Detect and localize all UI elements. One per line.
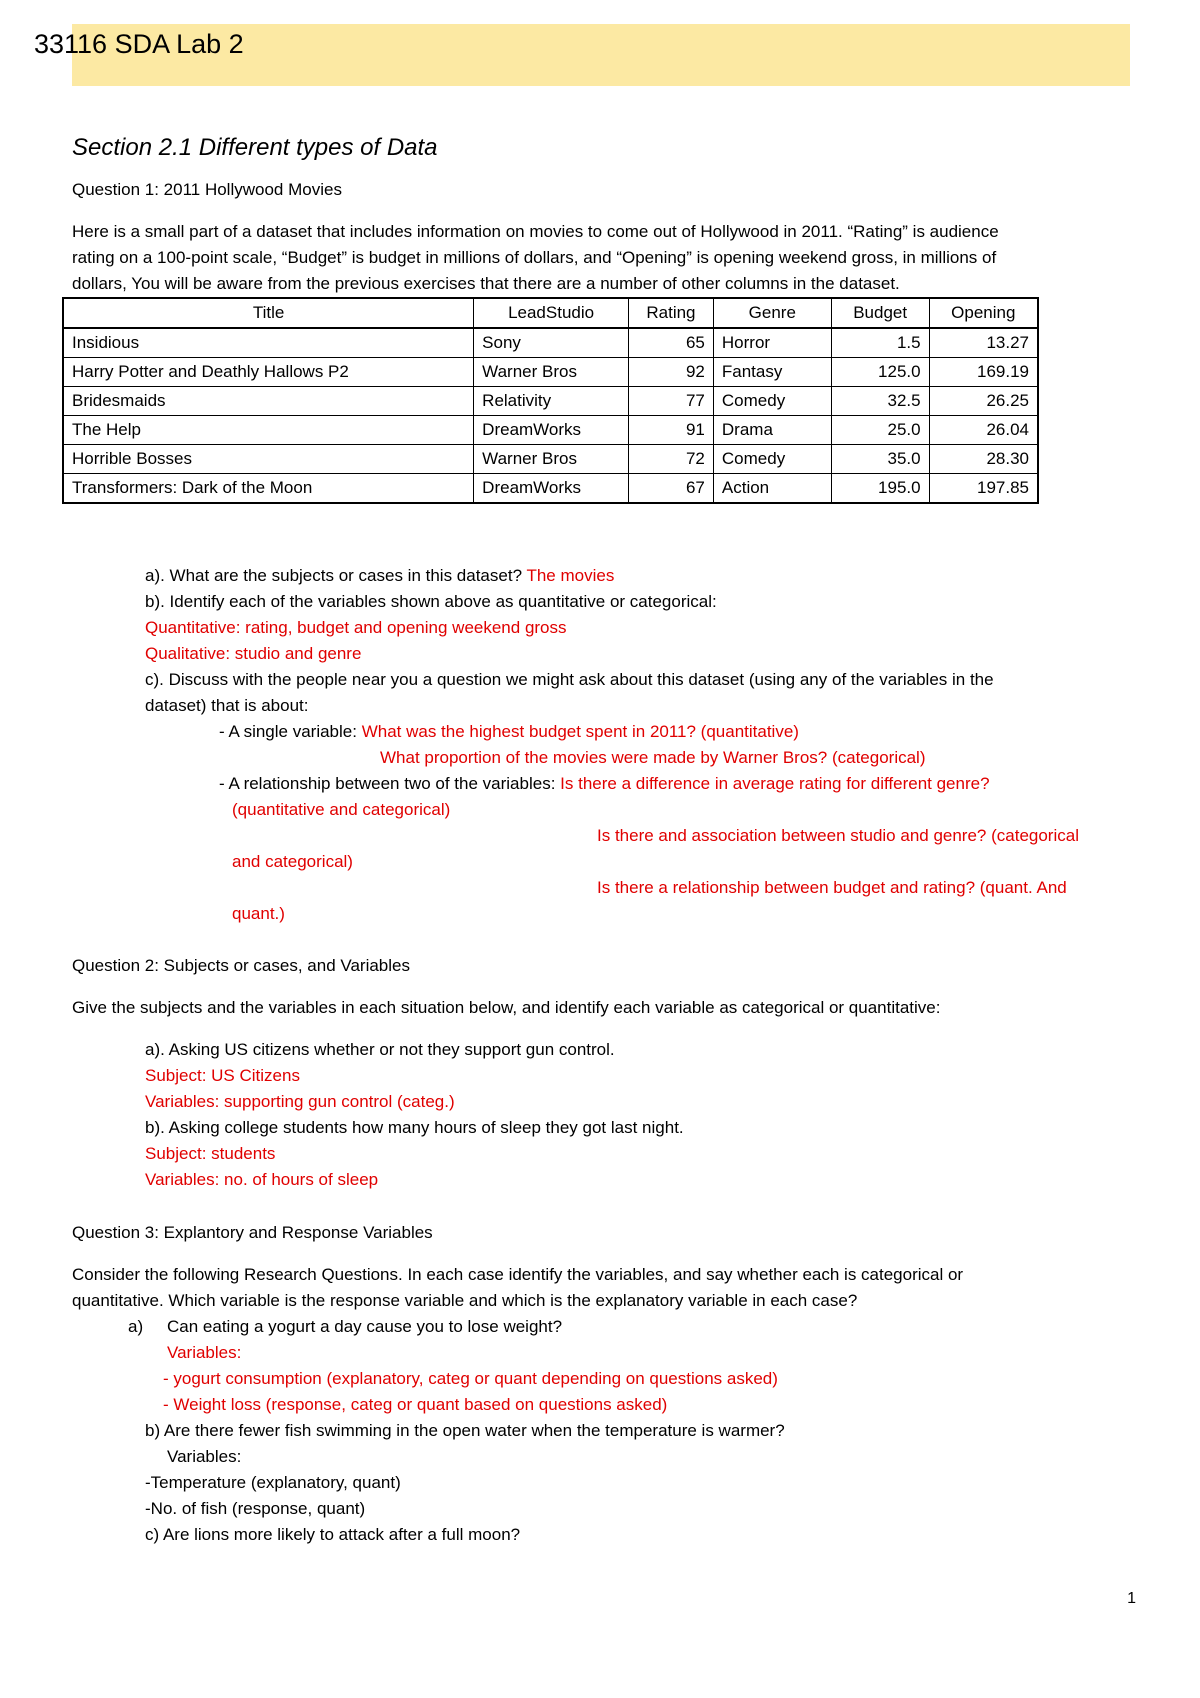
table-row — [63, 445, 1038, 474]
table-header-row — [63, 298, 1038, 328]
q1-part-c-relationship — [219, 771, 990, 797]
cell-opening: 28.30 — [929, 445, 1038, 474]
question-3-intro-line-2: quantitative. Which variable is the response variable and which is the explanatory variable in each case? — [72, 1291, 858, 1310]
cell-rating: 67 — [628, 474, 713, 504]
q1-part-a-question: a). What are the subjects or cases in this dataset? — [145, 566, 523, 585]
cell-budget: 195.0 — [831, 474, 929, 504]
q1-part-c-single — [219, 719, 799, 745]
single-variable-label: - A single variable: — [219, 722, 357, 741]
cell-leadstudio: Sony — [474, 328, 629, 358]
cell-title: Insidious — [63, 328, 474, 358]
relationship-answer-1a: Is there a difference in average rating for different genre? — [560, 774, 990, 793]
column-header-rating: Rating — [628, 298, 713, 328]
question-3-intro-line-1: Consider the following Research Questions. In each case identify the variables, and say whether each is categorical or — [72, 1265, 964, 1284]
cell-opening: 26.25 — [929, 387, 1038, 416]
q1-part-a — [145, 563, 614, 589]
q3-part-a-answer-2: - yogurt consumption (explanatory, categ or quant depending on questions asked) — [163, 1369, 778, 1388]
column-header-opening: Opening — [929, 298, 1038, 328]
relationship-label: - A relationship between two of the variables: — [219, 774, 556, 793]
q1-part-b-answer-1: Quantitative: rating, budget and opening weekend gross — [145, 618, 567, 637]
q2-part-b-answer-2: Variables: no. of hours of sleep — [145, 1170, 379, 1189]
q3-part-b-answer-3: -No. of fish (response, quant) — [145, 1499, 366, 1518]
document-title: 33116 SDA Lab 2 — [34, 29, 244, 59]
q2-part-a-answer-1: Subject: US Citizens — [145, 1066, 300, 1085]
cell-budget: 32.5 — [831, 387, 929, 416]
q3-part-b-question: b) Are there fewer fish swimming in the open water when the temperature is warmer? — [145, 1421, 785, 1440]
movies-table — [62, 297, 1039, 504]
table-row — [63, 416, 1038, 445]
cell-leadstudio: DreamWorks — [474, 416, 629, 445]
relationship-answer-3b: quant.) — [232, 904, 285, 923]
cell-genre: Horror — [713, 328, 831, 358]
q3-part-c-question: c) Are lions more likely to attack after a full moon? — [145, 1525, 521, 1544]
cell-leadstudio: Relativity — [474, 387, 629, 416]
cell-rating: 92 — [628, 358, 713, 387]
q2-part-b-answer-1: Subject: students — [145, 1144, 276, 1163]
cell-title: Horrible Bosses — [63, 445, 474, 474]
question-1-intro-line-1: Here is a small part of a dataset that includes information on movies to come out of Hollywood in 2011. “Rating” is audience — [72, 222, 999, 241]
cell-title: The Help — [63, 416, 474, 445]
cell-opening: 197.85 — [929, 474, 1038, 504]
relationship-answer-3a: Is there a relationship between budget and rating? (quant. And — [597, 878, 1067, 897]
relationship-answer-2b: and categorical) — [232, 852, 353, 871]
cell-rating: 72 — [628, 445, 713, 474]
q1-part-c-question-line-2: dataset) that is about: — [145, 696, 309, 715]
question-1-intro-line-3: dollars, You will be aware from the previous exercises that there are a number of other columns in the dataset. — [72, 274, 900, 293]
cell-genre: Action — [713, 474, 831, 504]
cell-rating: 77 — [628, 387, 713, 416]
cell-title: Bridesmaids — [63, 387, 474, 416]
section-title: Section 2.1 Different types of Data — [72, 134, 438, 161]
cell-leadstudio: DreamWorks — [474, 474, 629, 504]
cell-opening: 26.04 — [929, 416, 1038, 445]
relationship-answer-2a: Is there and association between studio and genre? (categorical — [597, 826, 1079, 845]
cell-leadstudio: Warner Bros — [474, 445, 629, 474]
q3-part-a-answer-3: - Weight loss (response, categ or quant based on questions asked) — [163, 1395, 668, 1414]
cell-leadstudio: Warner Bros — [474, 358, 629, 387]
table-row — [63, 387, 1038, 416]
cell-genre: Fantasy — [713, 358, 831, 387]
q1-part-b-question: b). Identify each of the variables shown above as quantitative or categorical: — [145, 592, 717, 611]
cell-genre: Comedy — [713, 387, 831, 416]
cell-genre: Comedy — [713, 445, 831, 474]
cell-opening: 169.19 — [929, 358, 1038, 387]
page-number: 1 — [1127, 1590, 1136, 1607]
q3-part-b-answer-1: Variables: — [167, 1447, 242, 1466]
q2-part-b-question: b). Asking college students how many hours of sleep they got last night. — [145, 1118, 684, 1137]
q1-part-c-question-line-1: c). Discuss with the people near you a question we might ask about this dataset (using any of the variables in the — [145, 670, 994, 689]
cell-genre: Drama — [713, 416, 831, 445]
cell-title: Harry Potter and Deathly Hallows P2 — [63, 358, 474, 387]
cell-opening: 13.27 — [929, 328, 1038, 358]
single-variable-answer-2: What proportion of the movies were made by Warner Bros? (categorical) — [380, 748, 926, 767]
table-row — [63, 474, 1038, 504]
cell-rating: 91 — [628, 416, 713, 445]
cell-title: Transformers: Dark of the Moon — [63, 474, 474, 504]
question-3-title: Question 3: Explantory and Response Variables — [72, 1223, 433, 1242]
question-1-intro-line-2: rating on a 100-point scale, “Budget” is budget in millions of dollars, and “Opening” is opening weekend gross, in millions of — [72, 248, 997, 267]
q3-part-b-answer-2: -Temperature (explanatory, quant) — [145, 1473, 401, 1492]
column-header-title: Title — [63, 298, 474, 328]
column-header-leadstudio: LeadStudio — [474, 298, 629, 328]
question-2-title: Question 2: Subjects or cases, and Variables — [72, 956, 410, 975]
q1-part-b-answer-2: Qualitative: studio and genre — [145, 644, 362, 663]
q2-part-a-question: a). Asking US citizens whether or not they support gun control. — [145, 1040, 615, 1059]
single-variable-answer-1: What was the highest budget spent in 2011? (quantitative) — [361, 722, 799, 741]
q3-part-a-marker: a) — [128, 1317, 144, 1336]
q3-part-a-answer-1: Variables: — [167, 1343, 242, 1362]
cell-budget: 1.5 — [831, 328, 929, 358]
column-header-genre: Genre — [713, 298, 831, 328]
q2-part-a-answer-2: Variables: supporting gun control (categ.) — [145, 1092, 455, 1111]
question-1-title: Question 1: 2011 Hollywood Movies — [72, 180, 342, 199]
q1-part-a-answer: The movies — [526, 566, 615, 585]
relationship-answer-1b: (quantitative and categorical) — [232, 800, 451, 819]
cell-budget: 125.0 — [831, 358, 929, 387]
cell-rating: 65 — [628, 328, 713, 358]
cell-budget: 35.0 — [831, 445, 929, 474]
column-header-budget: Budget — [831, 298, 929, 328]
table-row — [63, 328, 1038, 358]
q3-part-a-question: Can eating a yogurt a day cause you to lose weight? — [167, 1317, 563, 1336]
table-row — [63, 358, 1038, 387]
cell-budget: 25.0 — [831, 416, 929, 445]
question-2-intro: Give the subjects and the variables in each situation below, and identify each variable as categorical or quantitative: — [72, 998, 941, 1017]
